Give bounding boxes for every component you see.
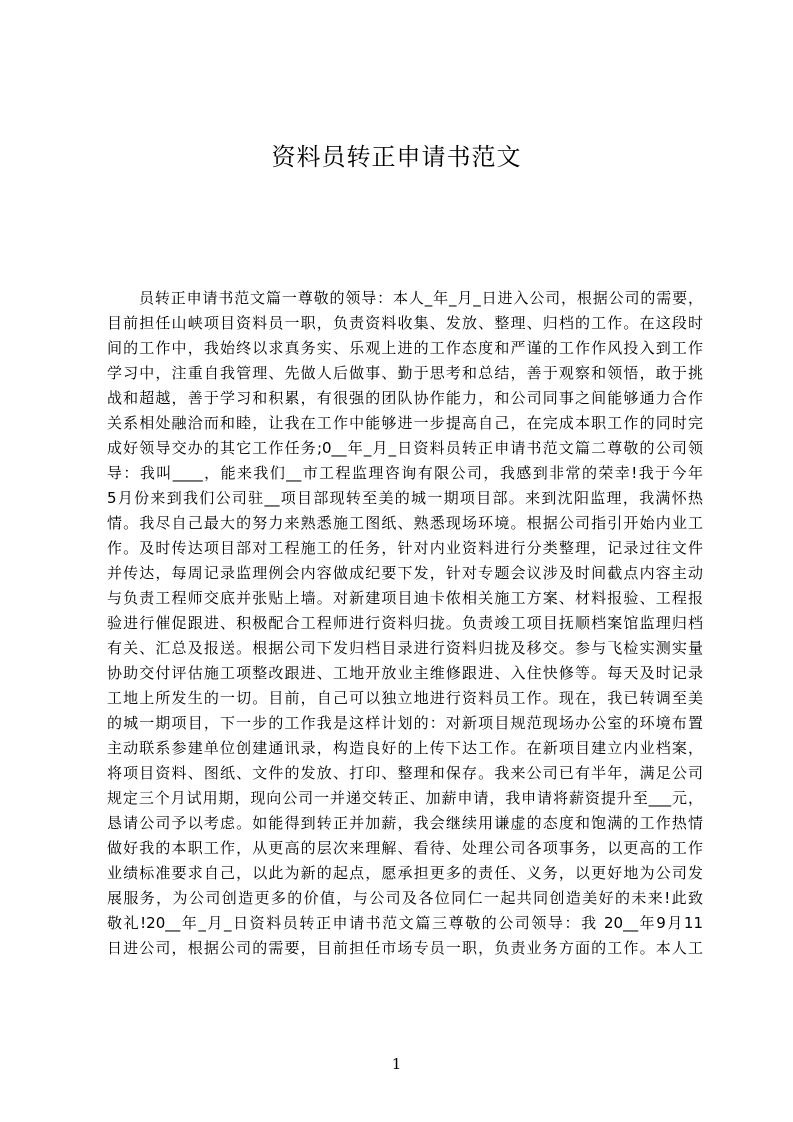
body-line: 的城一期项目，下一步的工作我是这样计划的：对新项目规范现场办公室的环境布置 bbox=[107, 714, 703, 732]
body-line: 协助交付评估施工项整改跟进、工地开放业主维修跟进、入住快修等。每天及时记录 bbox=[107, 664, 703, 682]
body-line: 学习中，注重自我管理、先做人后做事、勤于思考和总结，善于观察和领悟，敢于挑 bbox=[107, 364, 703, 382]
body-line: 作。及时传达项目部对工程施工的任务，针对内业资料进行分类整理，记录过往文件 bbox=[107, 539, 703, 557]
body-line: 员转正申请书范文篇一尊敬的领导：本人_年_月_日进入公司，根据公司的需要， bbox=[139, 289, 703, 307]
body-line: 敬礼!20__年_月_日资料员转正申请书范文篇三尊敬的公司领导：我 20__年9月11 bbox=[107, 914, 703, 932]
body-line: 间的工作中，我始终以求真务实、乐观上进的工作态度和严谨的工作作风投入到工作 bbox=[107, 339, 703, 357]
body-line: 成好领导交办的其它工作任务;0__年_月_日资料员转正申请书范文篇二尊敬的公司领 bbox=[107, 439, 703, 457]
body-line: 将项目资料、图纸、文件的发放、打印、整理和保存。我来公司已有半年，满足公司 bbox=[107, 764, 703, 782]
body-line: 恳请公司予以考虑。如能得到转正并加薪，我会继续用谦虚的态度和饱满的工作热情 bbox=[107, 814, 703, 832]
body-line: 有关、汇总及报送。根据公司下发归档目录进行资料归拢及移交。参与飞检实测实量 bbox=[107, 639, 703, 657]
body-line: 并传达，每周记录监理例会内容做成纪要下发，针对专题会议涉及时间截点内容主动 bbox=[107, 564, 703, 582]
document-title: 资料员转正申请书范文 bbox=[271, 143, 522, 171]
body-line: 验进行催促跟进、积极配合工程师进行资料归拢。负责竣工项目抚顺档案馆监理归档 bbox=[107, 614, 703, 632]
document-body bbox=[107, 286, 703, 961]
body-line: 规定三个月试用期，现向公司一并递交转正、加薪申请，我申请将薪资提升至___元， bbox=[107, 789, 703, 807]
body-line: 日进公司，根据公司的需要，目前担任市场专员一职，负责业务方面的工作。本人工 bbox=[107, 939, 703, 957]
body-line: 业绩标准要求自己，以此为新的起点，愿承担更多的责任、义务，以更好地为公司发 bbox=[107, 864, 703, 882]
body-line: 5月份来到我们公司驻__项目部现转至美的城一期项目部。来到沈阳监理，我满怀热 bbox=[107, 489, 703, 507]
body-line: 主动联系参建单位创建通讯录，构造良好的上传下达工作。在新项目建立内业档案， bbox=[107, 739, 703, 757]
body-line: 导：我叫____，能来我们__市工程监理咨询有限公司，我感到非常的荣幸!我于今年 bbox=[107, 464, 703, 482]
body-line: 战和超越，善于学习和积累，有很强的团队协作能力，和公司同事之间能够通力合作 bbox=[107, 389, 703, 407]
body-line: 展服务，为公司创造更多的价值，与公司及各位同仁一起共同创造美好的未来!此致 bbox=[107, 889, 703, 907]
body-line: 做好我的本职工作，从更高的层次来理解、看待、处理公司各项事务，以更高的工作 bbox=[107, 839, 703, 857]
body-line: 与负责工程师交底并张贴上墙。对新建项目迪卡侬相关施工方案、材料报验、工程报 bbox=[107, 589, 703, 607]
page-number: 1 bbox=[391, 1055, 402, 1073]
body-line: 情。我尽自己最大的努力来熟悉施工图纸、熟悉现场环境。根据公司指引开始内业工 bbox=[107, 514, 703, 532]
body-line: 关系相处融洽而和睦，让我在工作中能够进一步提高自己，在完成本职工作的同时完 bbox=[107, 414, 703, 432]
body-line: 目前担任山峡项目资料员一职，负责资料收集、发放、整理、归档的工作。在这段时 bbox=[107, 314, 703, 332]
body-line: 工地上所发生的一切。目前，自己可以独立地进行资料员工作。现在，我已转调至美 bbox=[107, 689, 703, 707]
